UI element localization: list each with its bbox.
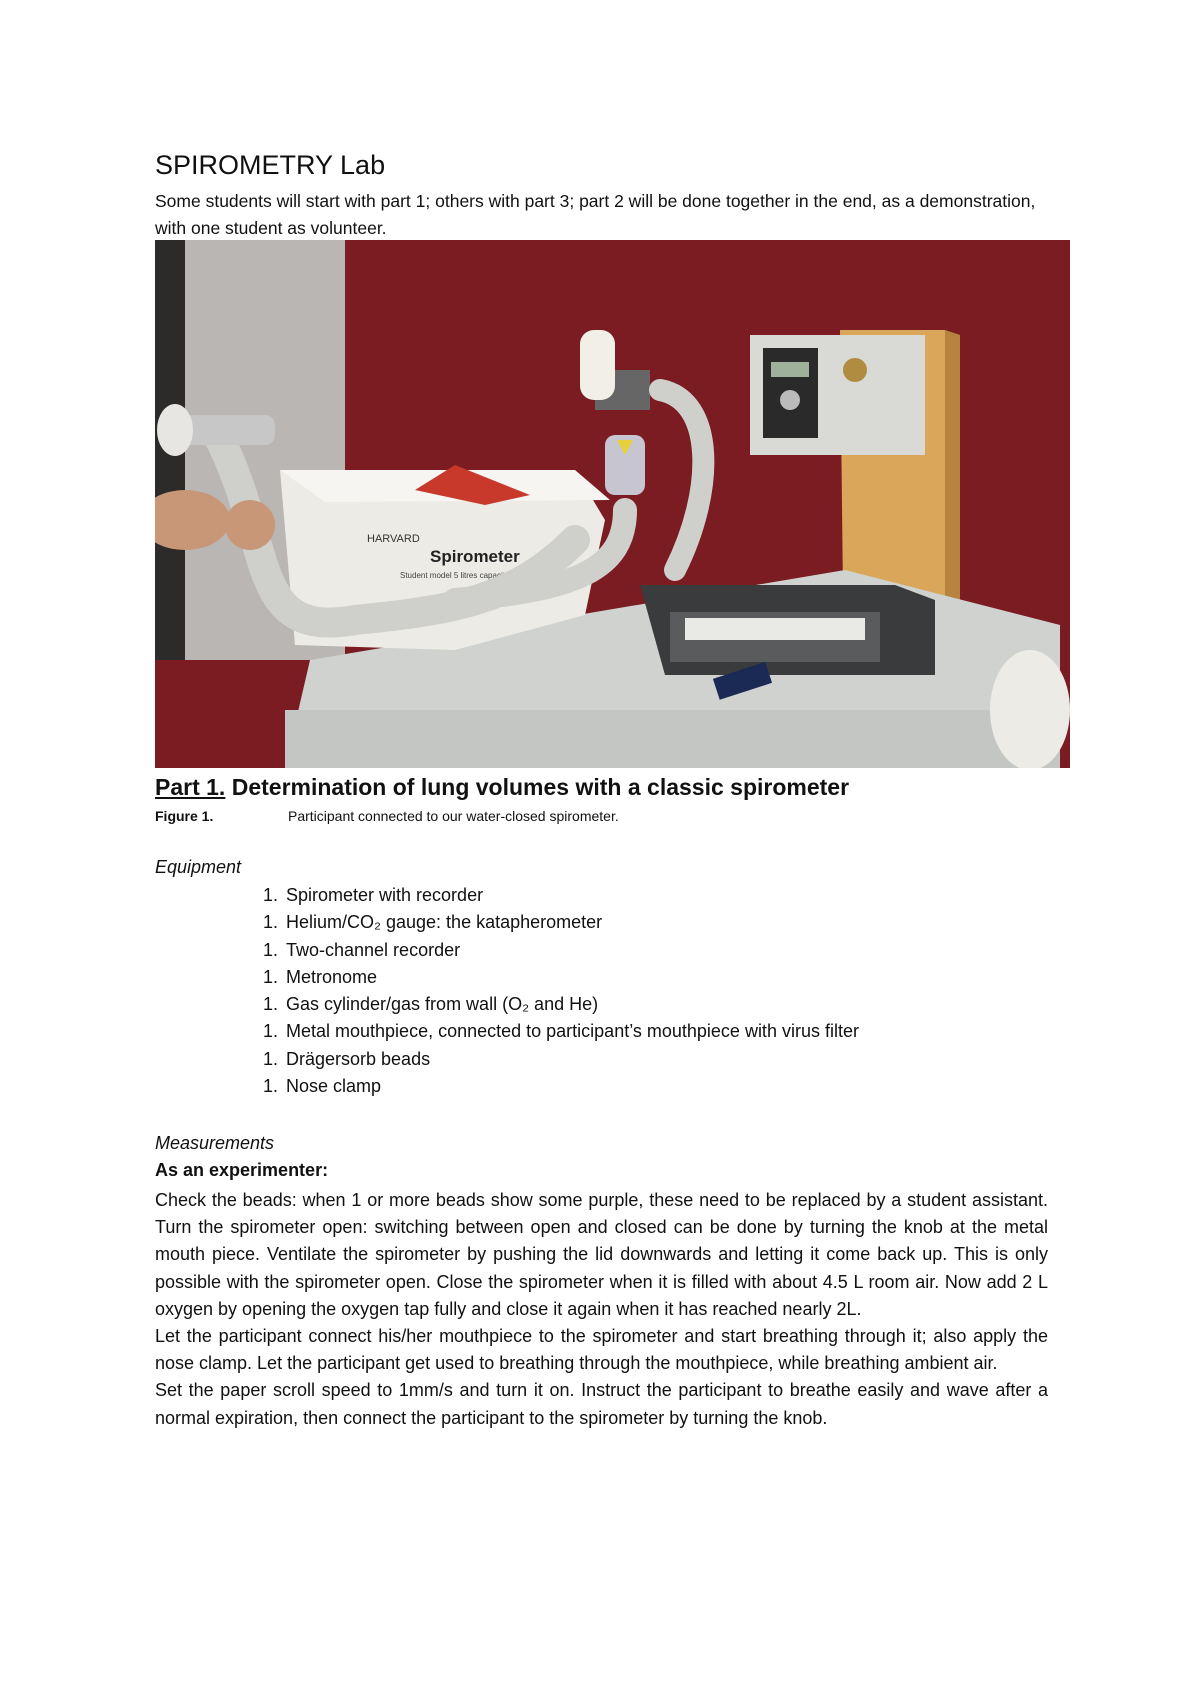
device-subtitle-label: Student model 5 litres capacity <box>400 571 509 580</box>
spirometer-photo-illustration <box>155 240 1070 768</box>
list-item <box>263 991 859 1018</box>
intro-paragraph: Some students will start with part 1; others with part 3; part 2 will be done together in the end, as a demonstration, with one student as volunteer. <box>155 191 1036 238</box>
device-name-label: Spirometer <box>430 547 520 566</box>
device-brand-label: HARVARD <box>367 533 420 545</box>
list-item <box>263 964 859 991</box>
list-item-number: 1. <box>263 885 279 905</box>
list-item <box>263 1046 859 1073</box>
measurements-heading: Measurements <box>155 1133 275 1153</box>
list-item-text: Metronome <box>286 966 378 987</box>
list-item-number: 1. <box>263 1021 279 1042</box>
list-item <box>263 882 859 909</box>
equipment-list <box>263 882 859 1100</box>
list-item-text: Drägersorb beads <box>286 1048 431 1069</box>
list-item-text: Metal mouthpiece, connected to participant’s mouthpiece with virus filter <box>286 1021 859 1042</box>
list-item-number: 1. <box>263 1048 279 1069</box>
part1-number: Part 1. <box>155 774 226 800</box>
part1-heading <box>155 774 849 801</box>
list-item-text: Nose clamp <box>286 1076 382 1097</box>
experimenter-heading: As an experimenter: <box>155 1160 329 1180</box>
page-title: SPIROMETRY Lab <box>155 150 386 180</box>
equipment-heading: Equipment <box>155 857 242 877</box>
part1-title: Determination of lung volumes with a classic spirometer <box>231 774 850 800</box>
list-item-number: 1. <box>263 966 279 987</box>
list-item <box>263 1073 859 1100</box>
list-item <box>263 1018 859 1045</box>
list-item <box>263 909 859 936</box>
paragraph: Let the participant connect his/her mouthpiece to the spirometer and start breathing through it; also apply the nose clamp. Let the participant get used to breathing through the mouthpiece, while breathing ambient air. <box>155 1326 1048 1374</box>
list-item-number: 1. <box>263 994 279 1015</box>
figure-caption <box>155 808 1055 824</box>
spirometer-photo <box>155 240 1070 768</box>
list-item-text: Two-channel recorder <box>286 939 461 960</box>
list-item-number: 1. <box>263 912 279 933</box>
list-item-text: Helium/CO₂ gauge: the katapherometer <box>286 912 603 933</box>
list-item-text: Spirometer with recorder <box>286 885 484 905</box>
figure-caption-text: Participant connected to our water-closed spirometer. <box>288 808 619 824</box>
measurements-body <box>155 1187 1048 1432</box>
list-item-text: Gas cylinder/gas from wall (O₂ and He) <box>286 994 599 1015</box>
list-item-number: 1. <box>263 939 279 960</box>
paragraph: Set the paper scroll speed to 1mm/s and turn it on. Instruct the participant to breathe easily and wave after a normal expiration, then connect the participant to the spirometer by turning the knob. <box>155 1380 1048 1428</box>
figure-caption-label: Figure 1. <box>155 808 214 824</box>
paragraph: Check the beads: when 1 or more beads show some purple, these need to be replaced by a student assistant. Turn the spirometer open: switching between open and closed can be done by turning the knob at the metal mouth piece. Ventilate the spirometer by pushing the lid downwards and letting it come back up. This is only possible with the spirometer open. Close the spirometer when it is filled with about 4.5 L room air. Now add 2 L oxygen by opening the oxygen tap fully and close it again when it has reached nearly 2L. <box>155 1190 1048 1319</box>
list-item-number: 1. <box>263 1076 279 1097</box>
list-item <box>263 937 859 964</box>
